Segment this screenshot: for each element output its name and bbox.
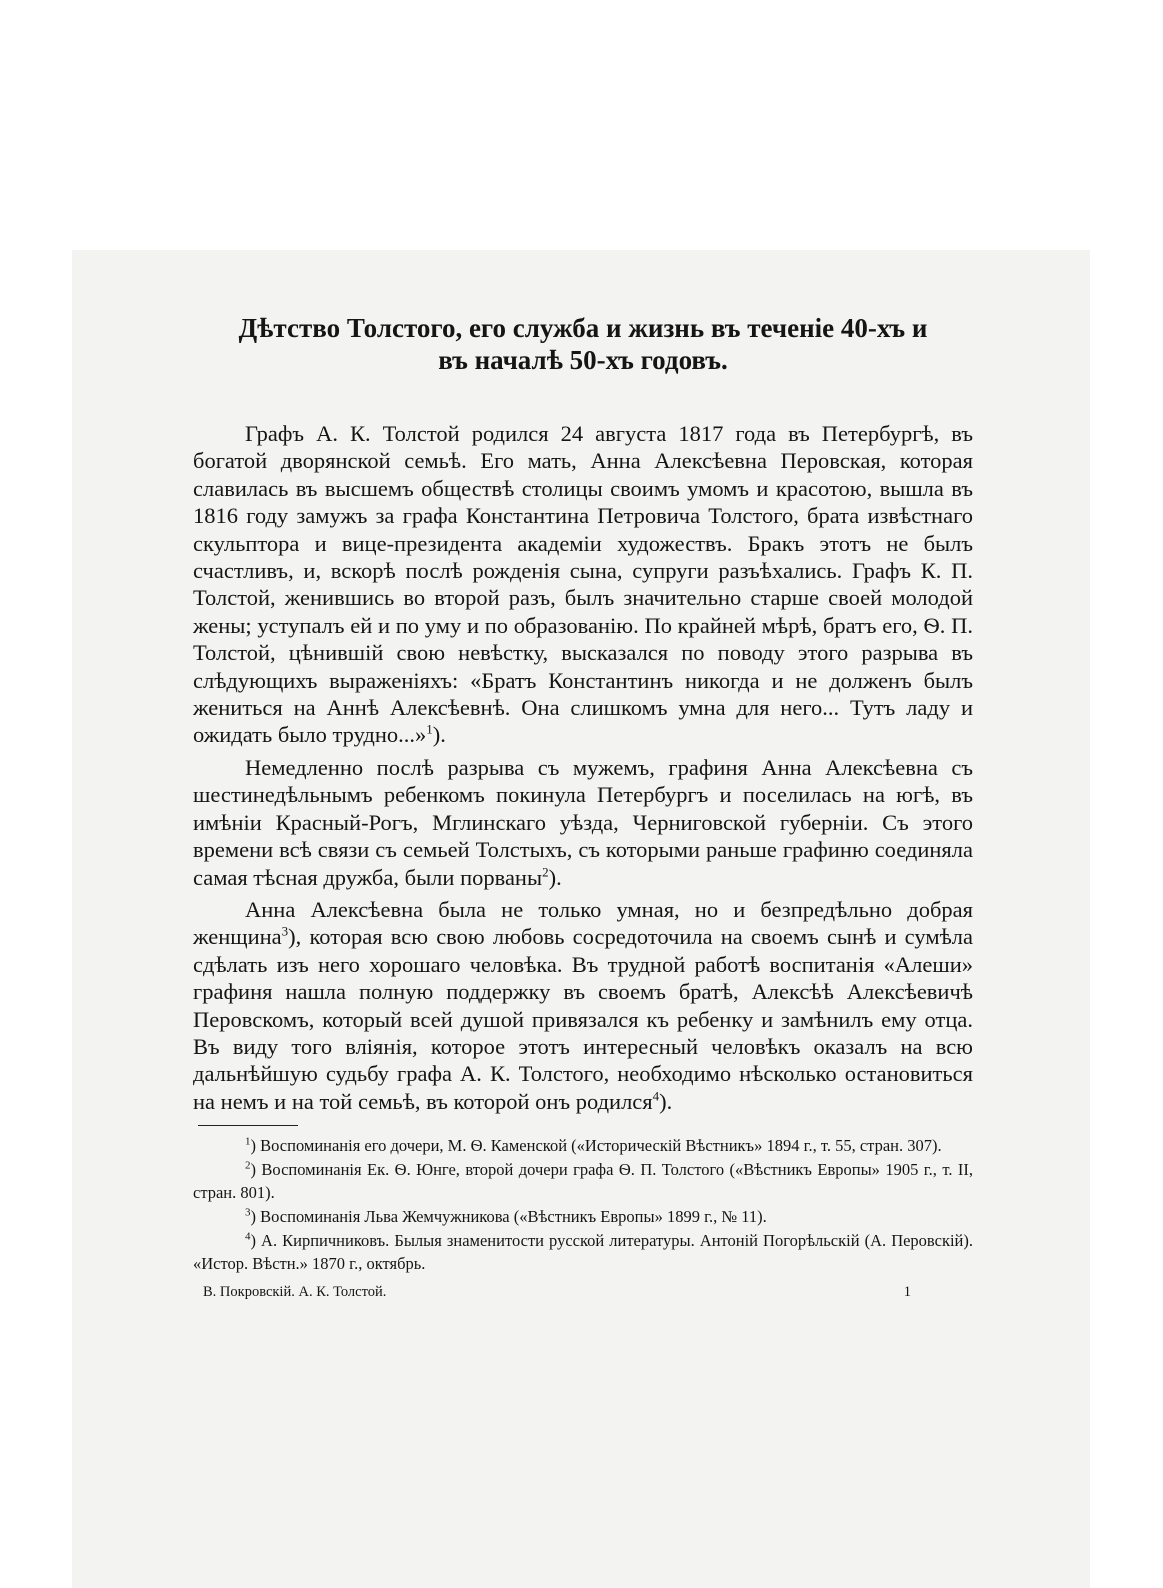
- document-page: [193, 312, 973, 1301]
- footnote-ref-3: 3: [281, 923, 289, 939]
- body-text: [193, 420, 973, 1115]
- chapter-title-line-2: въ началѣ 50-хъ годовъ.: [438, 345, 728, 375]
- footnote-3: $^3$) Воспоминанія Льва Жемчужникова («Вѣстникъ Европы» 1899 г., № 11).: [245, 1206, 767, 1226]
- chapter-title-line-1: Дѣтство Толстого, его служба и жизнь въ теченіе 40-хъ и: [238, 313, 928, 343]
- page-number: 1: [903, 1283, 911, 1300]
- paragraph-2: Немедленно послѣ разрыва съ мужемъ, графиня Анна Алексѣевна съ шестинедѣльнымъ ребенкомъ покинула Петербургъ и поселилась на югѣ, въ имѣніи Красный-Рогъ, Мглинскаго уѣзда, Черниговской губерніи. Съ этого времени всѣ связи съ семьей Толстыхъ, съ которыми раньше графиню соединяла самая тѣсная дружба, были порваны$^2$).: [193, 754, 973, 890]
- footnote-1: $^1$) Воспоминанія его дочери, М. Ѳ. Каменской («Историческій Вѣстникъ» 1894 г., т. 55, стран. 307).: [245, 1135, 942, 1156]
- signature-mark: В. Покровскій. А. К. Толстой.: [203, 1283, 387, 1300]
- paragraph-1: Графъ А. К. Толстой родился 24 августа 1817 года въ Петербургѣ, въ богатой дворянской семьѣ. Его мать, Анна Алексѣевна Перовская, которая славилась въ высшемъ обществѣ столицы своимъ умомъ и красотою, вышла въ 1816 году замужъ за графа Константина Петровича Толстого, брата извѣстнаго скульптора и вице-президента академіи художествъ. Бракъ этотъ не былъ счастливъ, и, вскорѣ послѣ рожденія сына, супруги разъѣхались. Графъ К. П. Толстой, женившись во второй разъ, былъ значительно старше своей молодой жены; уступалъ ей и по уму и по образованію. По крайней мѣрѣ, братъ его, Ѳ. П. Толстой, цѣнившій свою невѣстку, высказался по поводу этого разрыва въ слѣдующихъ выраженіяхъ: «Братъ Константинъ никогда и не долженъ былъ жениться на Аннѣ Алексѣевнѣ. Она слишкомъ умна для него... Тутъ ладу и ожидать было трудно...»$^1$).: [193, 421, 973, 748]
- chapter-title: [193, 312, 973, 376]
- footnote-ref-2: 2: [542, 864, 549, 879]
- footnote-ref-1: 1: [426, 721, 433, 737]
- page-footer: [193, 1284, 973, 1301]
- footnotes: [193, 1134, 973, 1276]
- footnote-2: $^2$) Воспоминанія Ек. Ѳ. Юнге, второй дочери графа Ѳ. П. Толстого («Вѣстникъ Европы» 1905 г., т. II, стран. 801).: [193, 1159, 973, 1203]
- footnote-divider: [198, 1125, 298, 1126]
- footnote-4: $^4$) А. Кирпичниковъ. Былыя знаменитости русской литературы. Антоній Погорѣльскій (А. Перовскій). «Истор. Вѣстн.» 1870 г., октябрь.: [193, 1230, 973, 1274]
- paragraph-3: Анна Алексѣевна была не только умная, но и безпредѣльно добрая женщина$^3$), которая всю свою любовь сосредоточила на своемъ сынѣ и сумѣла сдѣлать изъ него хорошаго человѣка. Въ трудной работѣ воспитанія «Алеши» графиня нашла полную поддержку въ своемъ братѣ, Алексѣѣ Алексѣевичѣ Перовскомъ, который всей душой привязался къ ребенку и замѣнилъ ему отца. Въ виду того вліянія, которое этотъ интересный человѣкъ оказалъ на всю дальнѣйшую судьбу графа А. К. Толстого, необходимо нѣсколько остановиться на немъ и на той семьѣ, въ которой онъ родился$^4$).: [193, 896, 973, 1114]
- footnote-ref-4: 4: [652, 1088, 660, 1104]
